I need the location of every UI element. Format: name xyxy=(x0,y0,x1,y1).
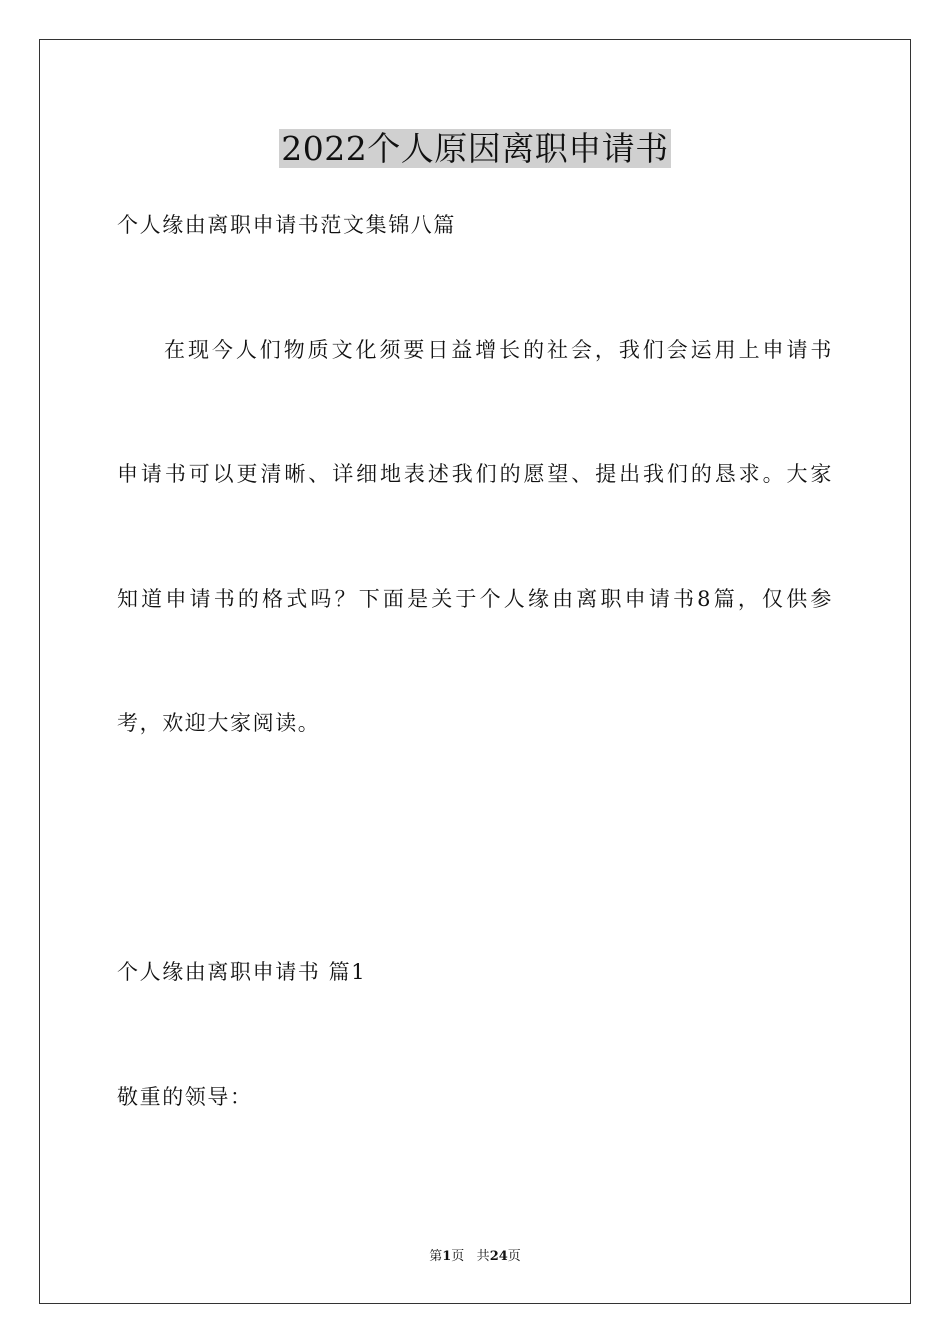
intro-paragraph-line-4: 考，欢迎大家阅读。 xyxy=(117,711,321,735)
page-footer xyxy=(0,1248,950,1266)
footer-total-suffix: 页 xyxy=(507,1249,521,1264)
section-heading: 个人缘由离职申请书 篇1 xyxy=(117,960,367,984)
footer-page-prefix: 第 xyxy=(429,1249,443,1264)
intro-paragraph-line-3: 知道申请书的格式吗？下面是关于个人缘由离职申请书8篇，仅供参 xyxy=(117,587,833,611)
document-title xyxy=(0,128,950,170)
footer-total-prefix: 共 xyxy=(476,1249,490,1264)
document-subtitle: 个人缘由离职申请书范文集锦八篇 xyxy=(117,213,456,237)
footer-page-suffix: 页 xyxy=(451,1249,465,1264)
footer-page-number: 1 xyxy=(442,1249,452,1264)
footer-total-pages: 24 xyxy=(489,1249,508,1264)
document-title-text: 2022个人原因离职申请书 xyxy=(281,129,669,168)
intro-paragraph-line-2: 申请书可以更清晰、详细地表述我们的愿望、提出我们的恳求。大家 xyxy=(117,462,833,486)
salutation: 敬重的领导： xyxy=(117,1085,253,1109)
intro-paragraph-line-1: 在现今人们物质文化须要日益增长的社会，我们会运用上申请书 xyxy=(164,338,833,362)
